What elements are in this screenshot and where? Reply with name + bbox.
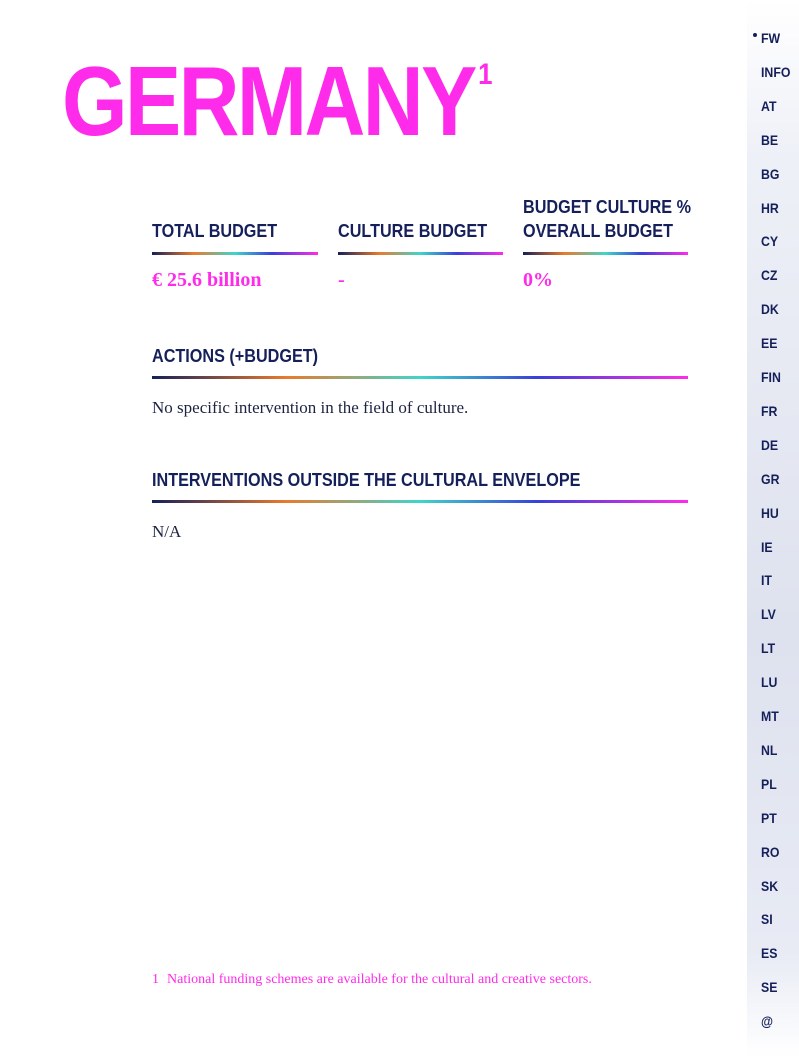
actions-text: No specific intervention in the field of culture. (152, 398, 469, 417)
nav-item-info[interactable]: INFO (761, 63, 791, 80)
nav-item-hu[interactable]: HU (761, 504, 779, 521)
nav-item-hr[interactable]: HR (761, 199, 779, 216)
nav-item-nl[interactable]: NL (761, 741, 778, 758)
active-indicator-dot (753, 33, 757, 37)
culture-percent-heading-line1: BUDGET CULTURE % (523, 197, 692, 217)
nav-item-si[interactable]: SI (761, 911, 773, 928)
interventions-heading: INTERVENTIONS OUTSIDE THE CULTURAL ENVELOPE (152, 470, 581, 490)
interventions-text: N/A (152, 522, 182, 541)
nav-item-cz[interactable]: CZ (761, 267, 778, 284)
interventions-divider (152, 500, 688, 503)
nav-item-ro[interactable]: RO (761, 843, 780, 860)
culture-budget-value: - (338, 269, 345, 291)
country-nav-sidebar (747, 0, 799, 1058)
nav-item-be[interactable]: BE (761, 131, 779, 148)
culture-percent-value: 0% (523, 269, 553, 291)
footnote (152, 972, 592, 988)
culture-percent-divider (523, 252, 688, 255)
footnote-text: National funding schemes are available for the cultural and creative sectors. (167, 972, 592, 987)
nav-item-es[interactable]: ES (761, 945, 778, 962)
total-budget-value: € 25.6 billion (152, 269, 262, 291)
nav-item-fw[interactable]: FW (761, 30, 781, 46)
nav-item-lu[interactable]: LU (761, 674, 778, 691)
nav-item-bg[interactable]: BG (761, 165, 780, 182)
total-budget-heading: TOTAL BUDGET (152, 221, 278, 241)
actions-divider (152, 376, 688, 379)
page-title-text: GERMANY (62, 46, 475, 156)
nav-item-de[interactable]: DE (761, 436, 779, 453)
total-budget-divider (152, 252, 318, 255)
nav-item-se[interactable]: SE (761, 979, 778, 996)
nav-item-contact[interactable]: @ (761, 1013, 774, 1030)
nav-item-ee[interactable]: EE (761, 335, 778, 352)
nav-item-it[interactable]: IT (761, 572, 772, 589)
nav-item-cy[interactable]: CY (761, 233, 779, 250)
nav-item-at[interactable]: AT (761, 97, 777, 114)
nav-item-pl[interactable]: PL (761, 775, 777, 792)
nav-item-lv[interactable]: LV (761, 606, 776, 623)
nav-item-pt[interactable]: PT (761, 809, 777, 826)
culture-budget-divider (338, 252, 503, 255)
nav-item-fin[interactable]: FIN (761, 369, 781, 385)
title-footnote-marker: 1 (478, 58, 493, 91)
culture-budget-heading: CULTURE BUDGET (338, 221, 488, 241)
actions-heading: ACTIONS (+BUDGET) (152, 346, 319, 366)
footnote-number: 1 (152, 972, 159, 987)
nav-item-fr[interactable]: FR (761, 402, 778, 419)
nav-item-ie[interactable]: IE (761, 538, 773, 555)
nav-item-mt[interactable]: MT (761, 708, 779, 724)
nav-item-lt[interactable]: LT (761, 640, 776, 657)
nav-item-dk[interactable]: DK (761, 301, 779, 318)
nav-item-sk[interactable]: SK (761, 877, 779, 894)
page-title (62, 46, 493, 156)
culture-percent-heading: OVERALL BUDGET (523, 221, 674, 241)
nav-item-gr[interactable]: GR (761, 470, 780, 487)
